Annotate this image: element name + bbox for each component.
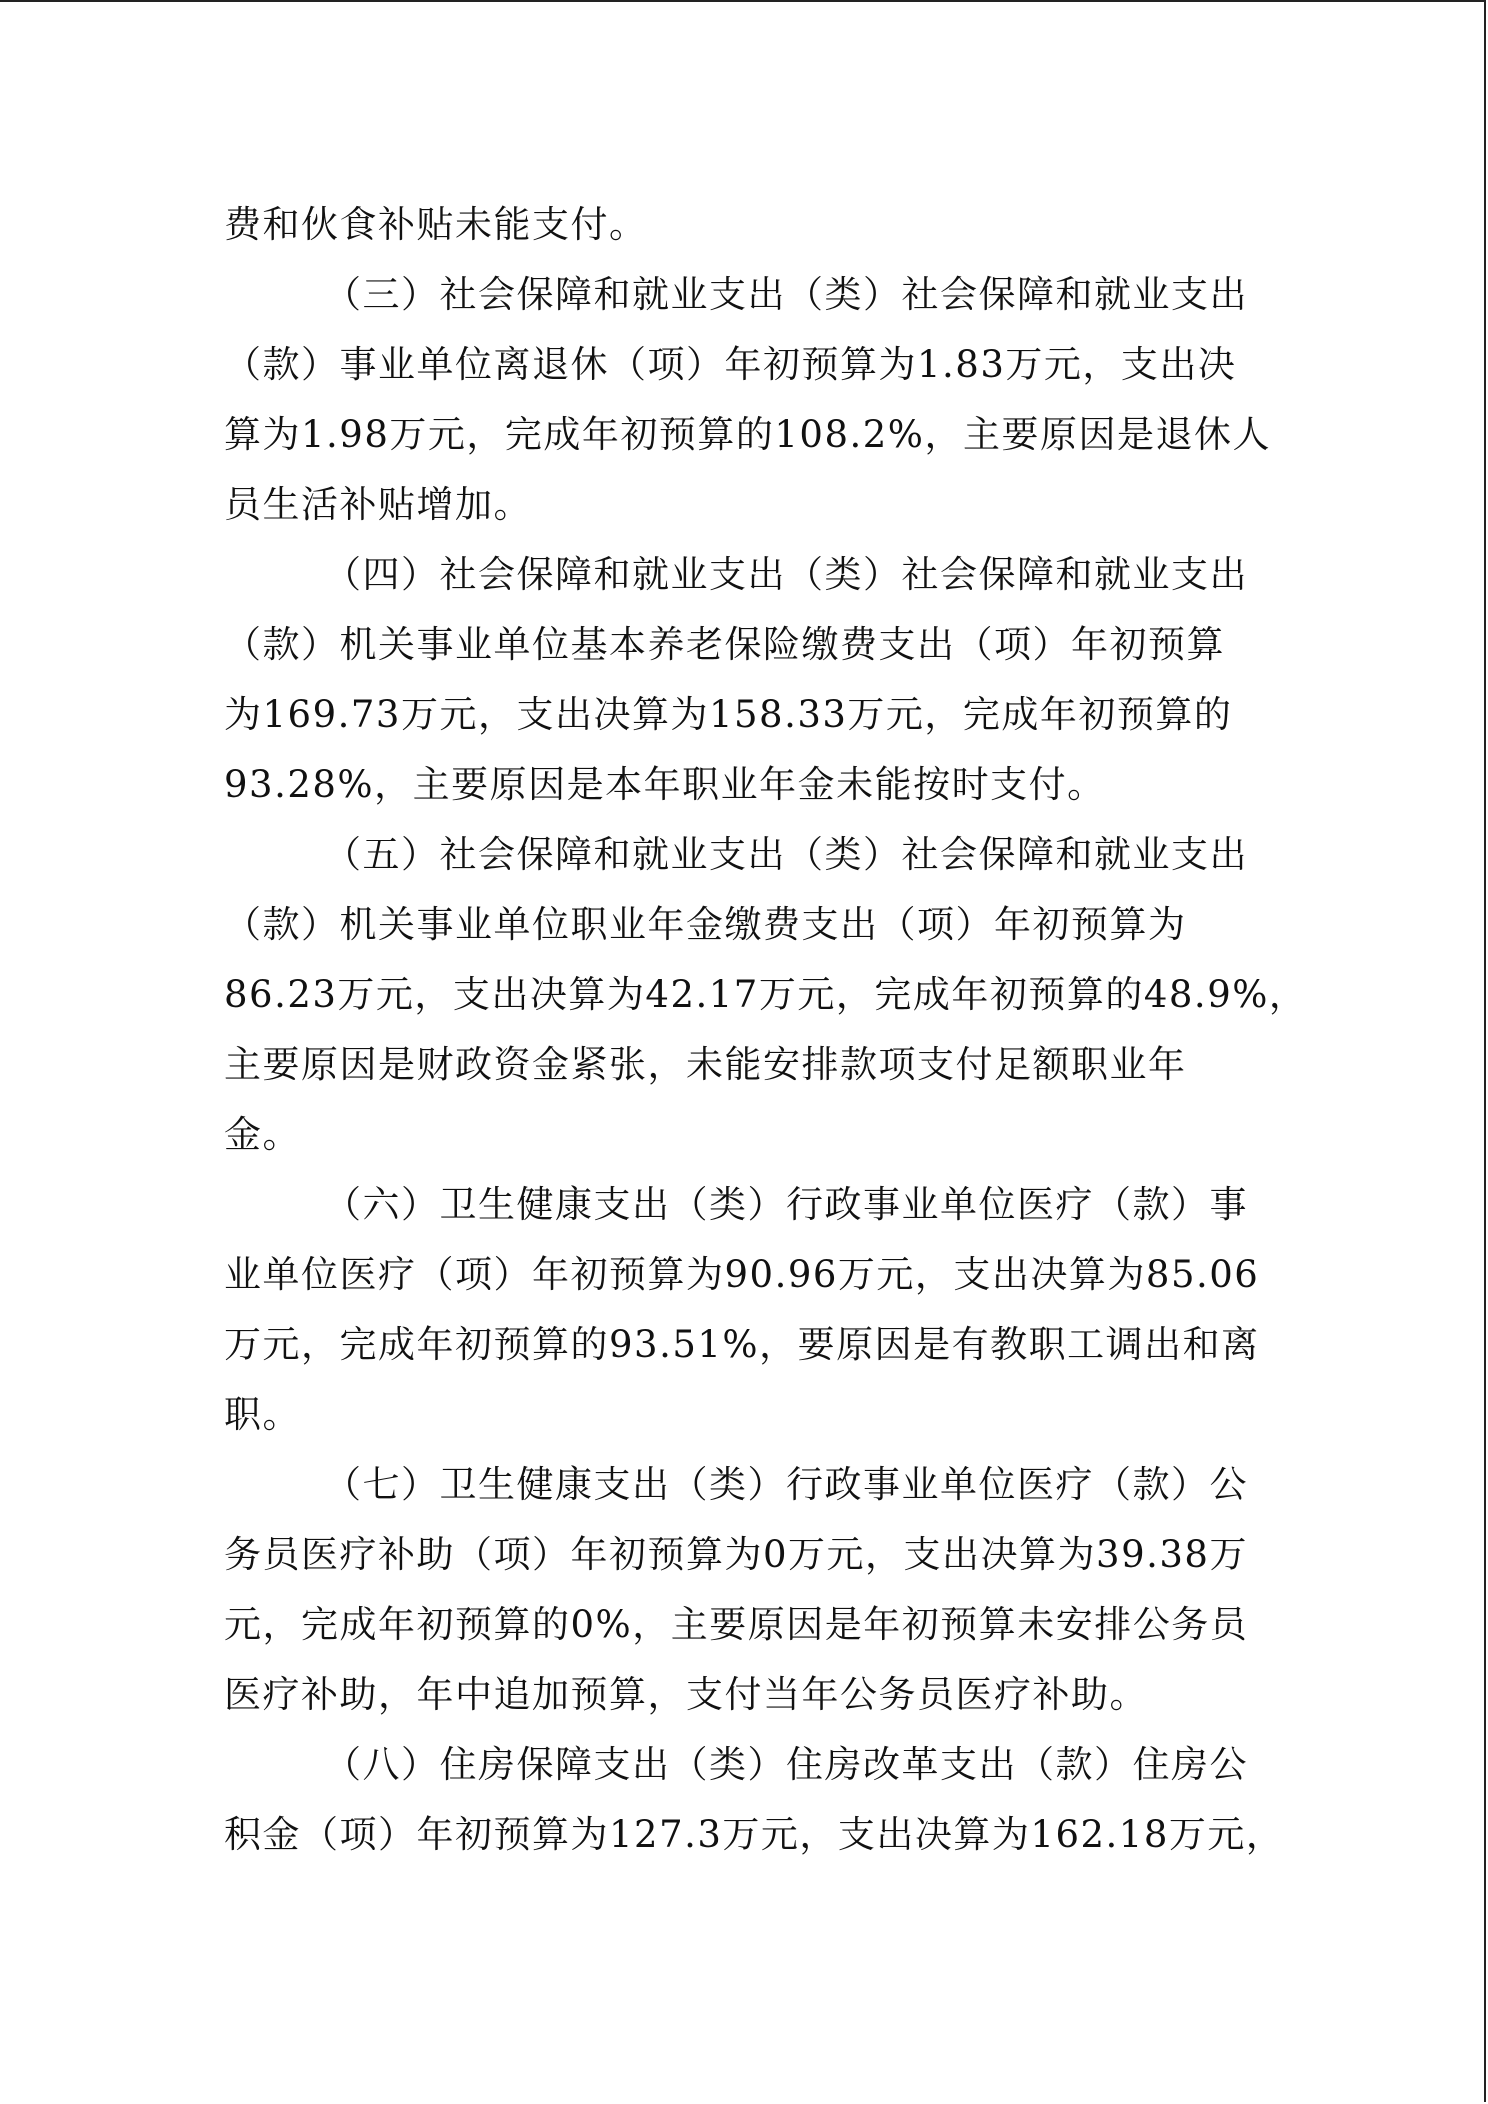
text-line: 医疗补助，年中追加预算，支付当年公务员医疗补助。 [224,1673,1148,1716]
text-line: 主要原因是财政资金紧张，未能安排款项支付足额职业年 [224,1043,1187,1086]
text-line: 93.28%，主要原因是本年职业年金未能按时支付。 [224,763,1106,806]
text-line: 费和伙食补贴未能支付。 [224,203,648,246]
text-line: 算为1.98万元，完成年初预算的108.2%，主要原因是退休人 [224,413,1271,456]
text-line: （款）事业单位离退休（项）年初预算为1.83万元，支出决 [224,343,1237,386]
text-line: 为169.73万元，支出决算为158.33万元，完成年初预算的 [224,693,1233,736]
text-line: 86.23万元，支出决算为42.17万元，完成年初预算的48.9%， [224,973,1308,1016]
text-line: （款）机关事业单位基本养老保险缴费支出（项）年初预算 [224,623,1225,666]
text-line: 金。 [224,1113,301,1156]
document-body [224,190,1308,1870]
text-line: 积金（项）年初预算为127.3万元，支出决算为162.18万元， [224,1813,1285,1856]
text-line: 业单位医疗（项）年初预算为90.96万元，支出决算为85.06 [224,1253,1260,1296]
paragraph-start-line: （五）社会保障和就业支出（类）社会保障和就业支出 [324,833,1248,876]
paragraph-start-line: （七）卫生健康支出（类）行政事业单位医疗（款）公 [324,1463,1248,1506]
text-line: （款）机关事业单位职业年金缴费支出（项）年初预算为 [224,903,1187,946]
text-line: 万元，完成年初预算的93.51%，要原因是有教职工调出和离 [224,1323,1260,1366]
paragraph-start-line: （四）社会保障和就业支出（类）社会保障和就业支出 [324,553,1248,596]
text-line: 务员医疗补助（项）年初预算为0万元，支出决算为39.38万 [224,1533,1248,1576]
paragraph-start-line: （六）卫生健康支出（类）行政事业单位医疗（款）事 [324,1183,1248,1226]
paragraph-start-line: （三）社会保障和就业支出（类）社会保障和就业支出 [324,273,1248,316]
text-line: 员生活补贴增加。 [224,483,532,526]
text-line: 职。 [224,1393,301,1436]
paragraph-start-line: （八）住房保障支出（类）住房改革支出（款）住房公 [324,1743,1248,1786]
text-line: 元，完成年初预算的0%，主要原因是年初预算未安排公务员 [224,1603,1249,1646]
